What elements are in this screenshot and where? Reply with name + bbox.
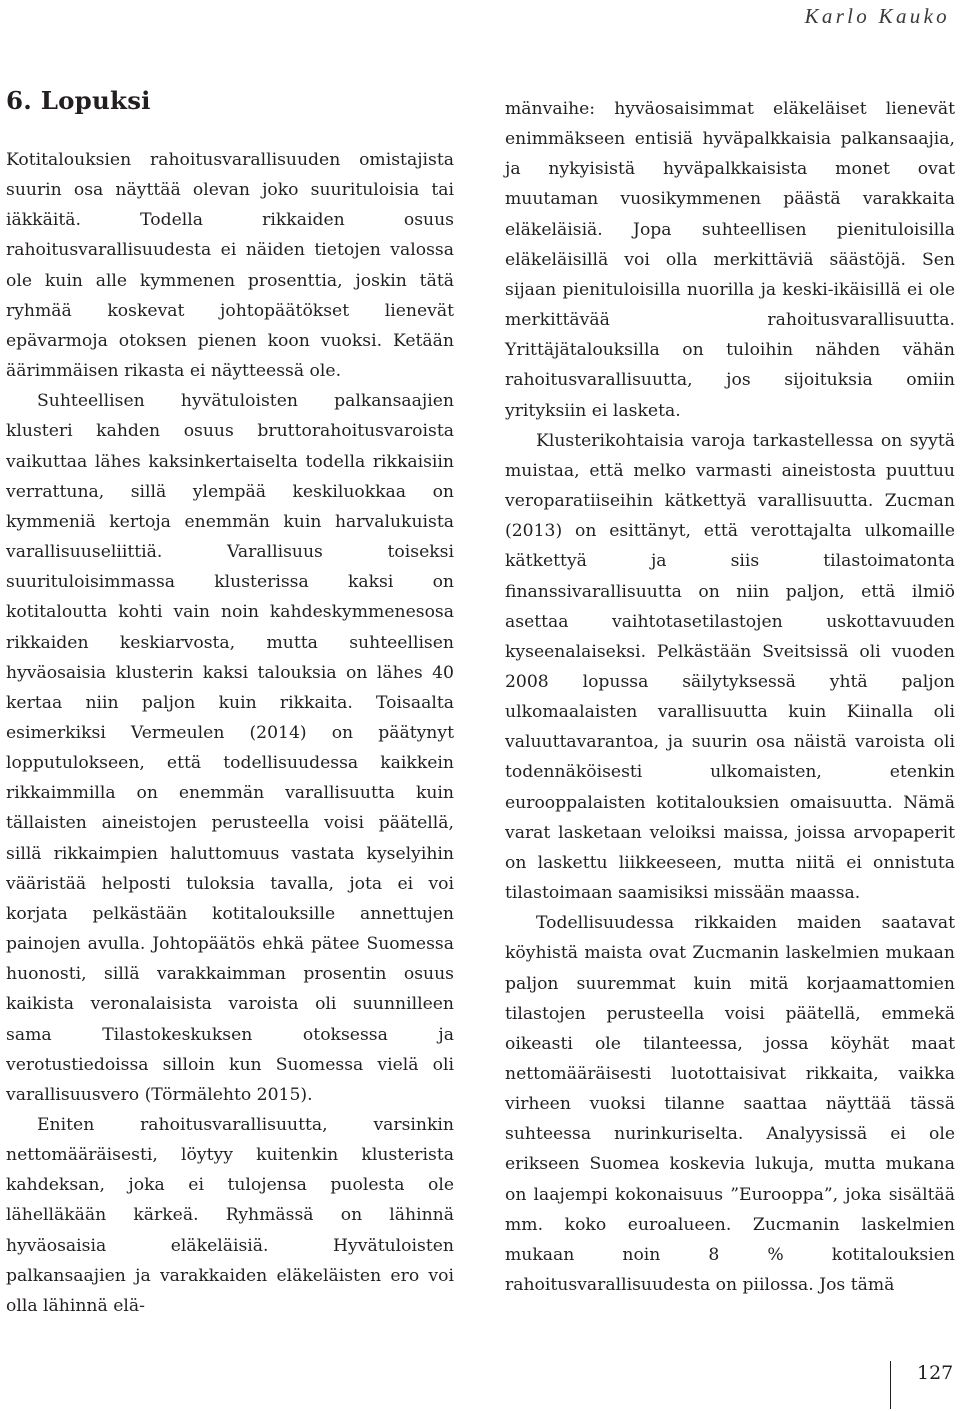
paragraph: Klusterikohtaisia varoja tarkastellessa on syytä muistaa, että melko varmasti aineistosta puuttuu veroparatiiseihin kätkettyä varallisuutta. Zucman (2013) on esittänyt, että verottajalta ulkomaille kätkettyä ja siis tilastoimatonta finanssivarallisuutta on niin paljon, että ilmiö asettaa vaihtotasetilastojen uskottavuuden kyseenalaiseksi. Pelkästään Sveitsissä oli vuoden 2008 lopussa säilytyksessä yhtä paljon ulkomaalaisten varallisuutta kuin Kiinalla oli valuuttavarantoa, ja suurin osa näistä varoista oli todennäköisesti ulkomaisten, etenkin eurooppalaisten kotitalouksien omaisuutta. Nämä varat lasketaan veloiksi maissa, joissa arvopaperit on laskettu liikkeeseen, mutta niitä ei onnistuta tilastoimaan saamisiksi missään maassa. bbox=[505, 430, 955, 904]
page-number-rule bbox=[890, 1361, 891, 1409]
page-number: 127 bbox=[917, 1362, 954, 1384]
right-column bbox=[505, 94, 955, 1300]
paragraph: Kotitalouksien rahoitusvarallisuuden omistajista suurin osa näyttää olevan joko suurituloisia tai iäkkäitä. Todella rikkaiden osuus rahoitusvarallisuudesta ei näiden tietojen valossa ole kuin alle kymmenen prosenttia, joskin tätä ryhmää koskevat johtopäätökset lienevät epävarmoja otoksen pienen koon vuoksi. Ketään äärimmäisen rikasta ei näytteessä ole. bbox=[6, 150, 454, 382]
paragraph: Eniten rahoitusvarallisuutta, varsinkin nettomääräisesti, löytyy kuitenkin klusterista kahdeksan, joka ei tulojensa puolesta ole lähelläkään kärkeä. Ryhmässä on lähinnä hyväosaisia eläkeläisiä. Hyvätuloisten palkansaajien ja varakkaiden eläkeläisten ero voi olla lähinnä elä- bbox=[6, 1115, 454, 1316]
left-column bbox=[6, 145, 454, 1321]
paragraph: Todellisuudessa rikkaiden maiden saatavat köyhistä maista ovat Zucmanin laskelmien mukaan paljon suuremmat kuin mitä korjaamattomien tilastojen perusteella voisi päätellä, emmekä oikeasti ole tilanteessa, jossa köyhät maat nettomääräisesti luotottaisivat rikkaita, vaikka virheen vuoksi tilanne saattaa näyttää tässä suhteessa nurinkuriselta. Analyysissä ei ole erikseen Suomea koskevia lukuja, mutta mukana on laajempi kokonaisuus ”Eurooppa”, joka sisältää mm. koko euroalueen. Zucmanin laskelmien mukaan noin 8 % kotitalouksien rahoitusvarallisuudesta on piilossa. Jos tämä bbox=[505, 913, 955, 1296]
paragraph: Suhteellisen hyvätuloisten palkansaajien klusteri kahden osuus bruttorahoitusvaroista vaikuttaa lähes kaksinkertaiselta todella rikkaisiin verrattuna, sillä ylempää keskiluokkaa on kymmeniä kertoja enemmän kuin harvalukuista varallisuuseliittiä. Varallisuus toiseksi suurituloisimmassa klusterissa kaksi on kotitaloutta kohti vain noin kahdeskymmenesosa rikkaiden keskiarvosta, mutta suhteellisen hyväosaisia klusterin kaksi talouksia on lähes 40 kertaa niin paljon kuin rikkaita. Toisaalta esimerkiksi Vermeulen (2014) on päätynyt lopputulokseen, että todellisuudessa kaikkein rikkaimmilla on enemmän varallisuutta kuin tällaisten aineistojen perusteella voisi päätellä, sillä rikkaimpien haluttomuus vastata kyselyihin vääristää helposti tuloksia tavalla, jota ei voi korjata pelkästään kotitalouksille annettujen painojen avulla. Johtopäätös ehkä pätee Suomessa huonosti, sillä varakkaimman prosentin osuus kaikista veronalaisista varoista oli suunnilleen sama Tilastokeskuksen otoksessa ja verotustiedoissa silloin kun Suomessa vielä oli varallisuusvero (Törmälehto 2015). bbox=[6, 391, 454, 1105]
paragraph: mänvaihe: hyväosaisimmat eläkeläiset lienevät enimmäkseen entisiä hyväpalkkaisia palkansaajia, ja nykyisistä hyväpalkkaisista monet ovat muutaman vuosikymmenen päästä varakkaita eläkeläisiä. Jopa suhteellisen pienituloisilla eläkeläisillä voi olla merkittäviä säästöjä. Sen sijaan pienituloisilla nuorilla ja keski-ikäisillä ei ole merkittävää rahoitusvarallisuutta. Yrittäjätalouksilla on tuloihin nähden vähän rahoitusvarallisuutta, jos sijoituksia omiin yrityksiin ei lasketa. bbox=[505, 99, 955, 421]
running-header-author: Karlo Kauko bbox=[804, 4, 950, 28]
section-title: 6. Lopuksi bbox=[6, 86, 151, 115]
